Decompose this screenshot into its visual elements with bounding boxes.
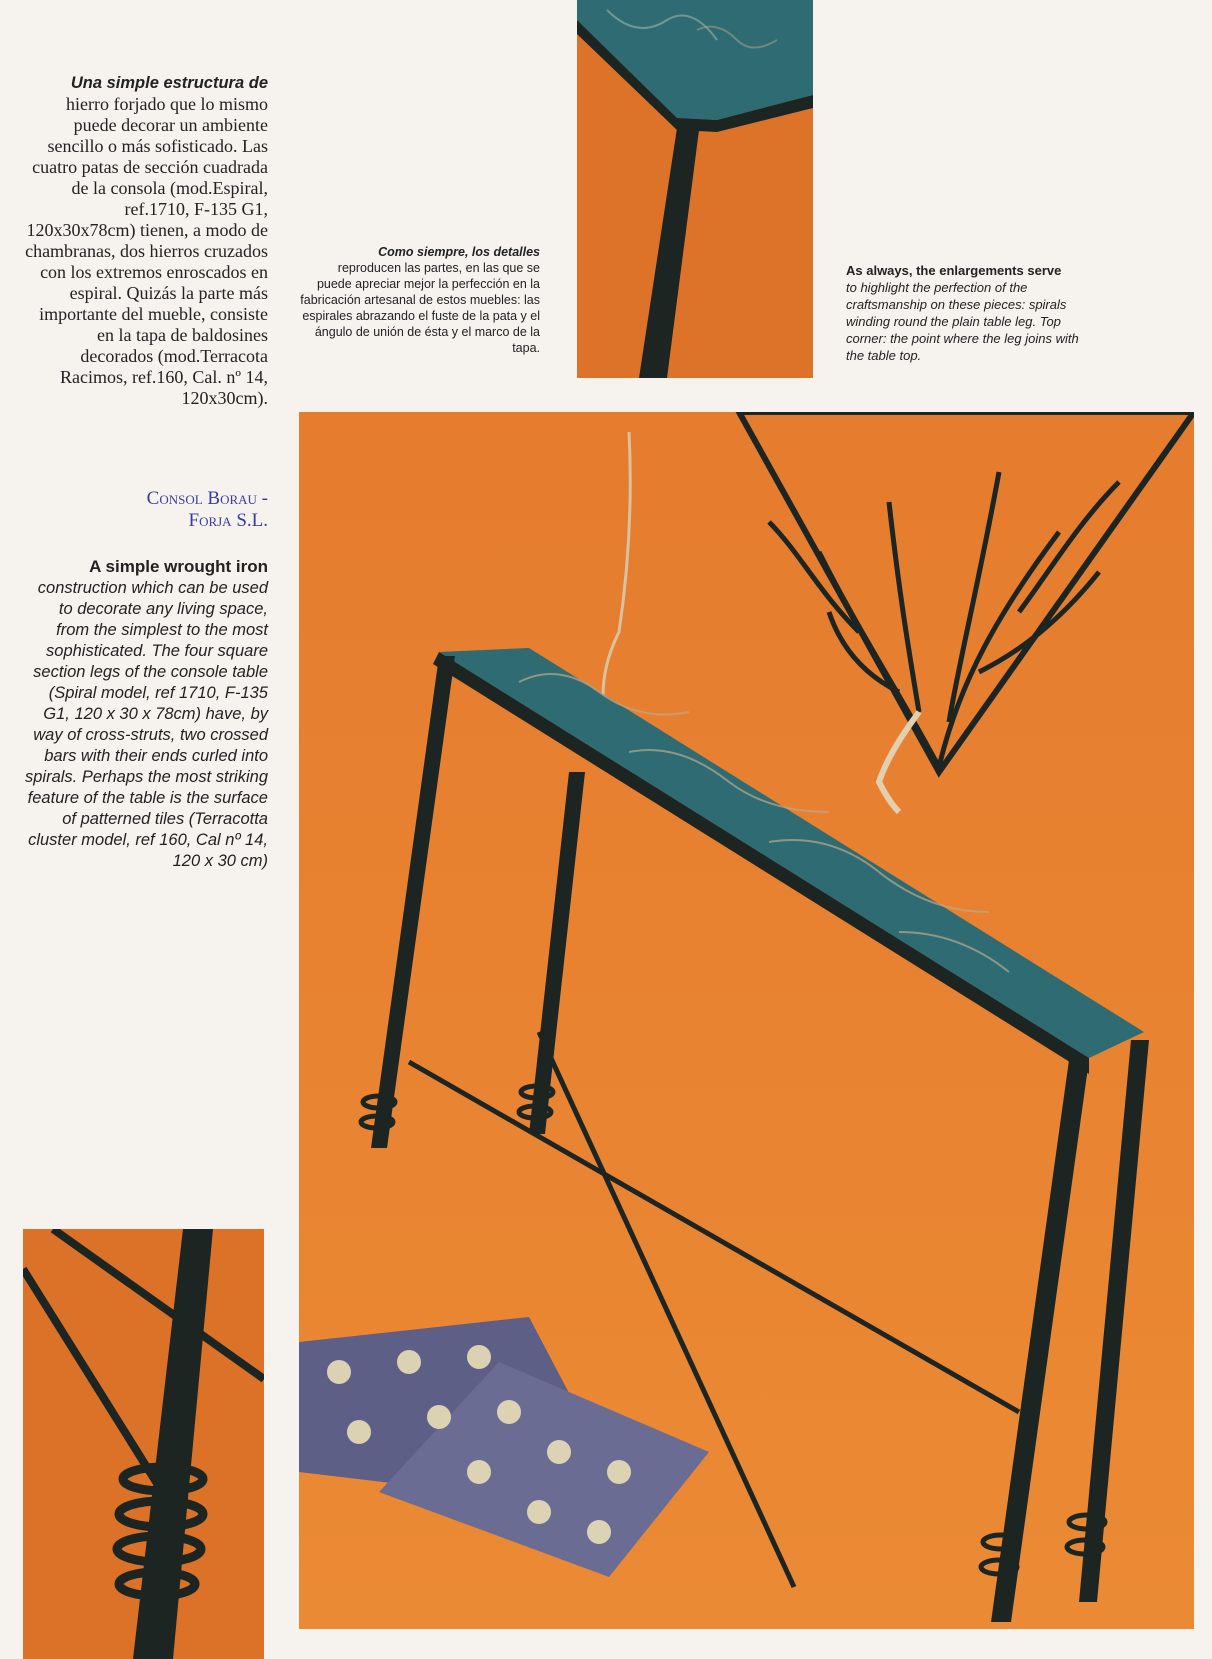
caption-english	[846, 262, 1096, 364]
main-photo-console-table	[299, 412, 1194, 1629]
detail-photo-spiral-leg	[23, 1229, 264, 1659]
caption-body-english: to highlight the perfection of the craftsmanship on these pieces: spirals winding round the plain table leg. Top corner: the point where the leg joins with the table top.	[846, 280, 1079, 363]
caption-spanish	[300, 244, 540, 356]
article-lead-english: A simple wrought iron	[89, 557, 268, 576]
caption-lead-english: As always, the enlargements serve	[846, 263, 1062, 278]
article-body-spanish: hierro forjado que lo mismo puede decorar un ambiente sencillo o más sofisticado. Las cuatro patas de sección cuadrada de la consola (mod.Espiral, ref.1710, F-135 G1, 120x30x78cm) tienen, a modo de chambranas, dos hierros cruzados con los extremos enroscados en espiral. Quizás la parte más importante del mueble, consiste en la tapa de baldosines decorados (mod.Terracota Racimos, ref.160, Cal. nº 14, 120x30cm).	[25, 94, 268, 408]
detail-photo-table-corner	[577, 0, 813, 378]
article-text-english	[22, 556, 268, 872]
article-body-english: construction which can be used to decorate any living space, from the simplest to the most sophisticated. The four square section legs of the console table (Spiral model, ref 1710, F-135 G1, 120 x 30 x 78cm) have, by way of cross-struts, two crossed bars with their ends curled into spirals. Perhaps the most striking feature of the table is the surface of patterned tiles (Terracotta cluster model, ref 160, Cal nº 14, 120 x 30 cm)	[24, 579, 268, 870]
article-text-spanish	[22, 72, 268, 409]
article-lead-spanish: Una simple estructura de	[70, 74, 268, 92]
company-name-line-1: Consol Borau -	[146, 488, 268, 509]
company-name	[22, 488, 268, 532]
company-name-line-2: Forja S.L.	[188, 510, 268, 531]
caption-lead-spanish: Como siempre, los detalles	[378, 245, 540, 259]
caption-body-spanish: reproducen las partes, en las que se puede apreciar mejor la perfección en la fabricación artesanal de estos muebles: las espirales abrazando el fuste de la pata y el ángulo de unión de ésta y el marco de la tapa.	[300, 261, 540, 355]
